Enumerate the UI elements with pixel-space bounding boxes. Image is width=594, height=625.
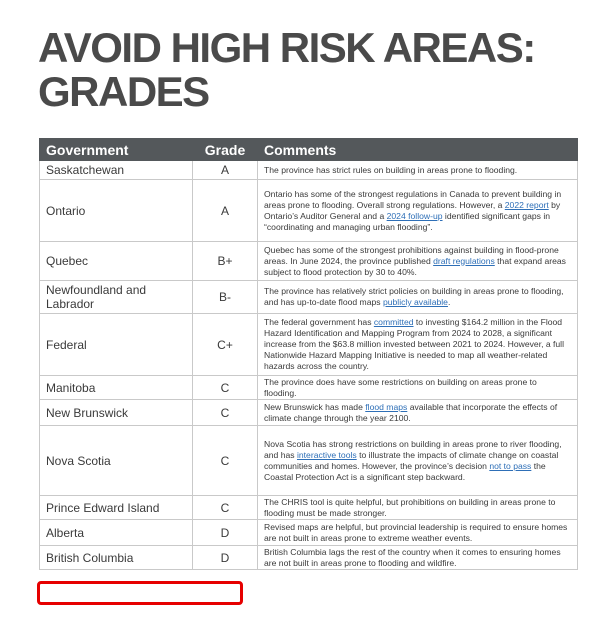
grade-cell: A	[193, 161, 258, 180]
comment-text: Revised maps are helpful, but provincial leadership is required to ensure homes are not built in areas prone to extreme weather events.	[264, 521, 568, 543]
page-title-line-1: AVOID HIGH RISK AREAS:	[38, 24, 535, 71]
government-cell: Ontario	[40, 180, 193, 242]
comment-link[interactable]: 2024 follow-up	[386, 210, 443, 221]
comment-link[interactable]: flood maps	[365, 401, 408, 412]
government-cell: British Columbia	[40, 546, 193, 570]
table-row	[40, 281, 578, 314]
comment-text: to investing $164.2 million in the Flood Hazard Identification and Mapping Program from 2024 to 2028, a significant increase from the $63.8 million invested between 2021 to 2024. However, a full Nationwide Hazard Mapping Initiative is needed to map all weather-related hazards across the country.	[264, 317, 565, 371]
comment-link[interactable]: publicly available	[382, 297, 448, 307]
comment-text: New Brunswick has made	[264, 401, 366, 412]
grades-table	[39, 138, 578, 570]
government-cell: New Brunswick	[40, 400, 193, 426]
government-cell: Quebec	[40, 242, 193, 281]
comment-cell	[258, 281, 578, 314]
comment-text: The federal government has	[264, 317, 374, 327]
comment-cell	[258, 400, 578, 426]
table-row	[40, 426, 578, 496]
comment-link[interactable]: not to pass	[489, 460, 532, 471]
comment-text: The CHRIS tool is quite helpful, but prohibitions on building in areas prone to flooding must be made stronger.	[264, 496, 556, 518]
highlight-box	[37, 581, 243, 605]
comment-cell	[258, 426, 578, 496]
comment-text: Quebec has some of the strongest prohibitions against building in flood-prone areas. In June 2024, the province published	[264, 244, 559, 266]
government-cell: Newfoundland and Labrador	[40, 281, 193, 314]
grade-cell: D	[193, 520, 258, 546]
comment-link[interactable]: 2022 report	[504, 199, 549, 210]
comment-text: The province does have some restrictions on building on areas prone to flooding.	[264, 376, 537, 398]
table-body	[40, 161, 578, 570]
comment-cell	[258, 546, 578, 570]
grade-cell: B-	[193, 281, 258, 314]
page-title-line-2: GRADES	[38, 68, 209, 115]
table-header-row	[40, 139, 578, 161]
government-cell: Saskatchewan	[40, 161, 193, 180]
comment-text: British Columbia lags the rest of the country when it comes to ensuring homes are not built in areas prone to flooding and wildfire.	[264, 546, 561, 568]
grade-cell: C	[193, 496, 258, 520]
comment-text: The province has strict rules on building in areas prone to flooding.	[264, 164, 518, 175]
comment-text: .	[447, 297, 451, 307]
grade-cell: C	[193, 400, 258, 426]
comment-link[interactable]: committed	[373, 317, 414, 327]
comment-text: The province has relatively strict policies on building in areas prone to flooding, and has up-to-date flood maps	[264, 286, 564, 307]
comment-cell	[258, 242, 578, 281]
comment-text: available that incorporate the effects of climate change through the year 2100.	[264, 401, 558, 423]
grade-cell: C+	[193, 314, 258, 376]
grade-cell: A	[193, 180, 258, 242]
table-row	[40, 180, 578, 242]
header-government: Government	[40, 139, 193, 161]
government-cell: Manitoba	[40, 376, 193, 400]
table-row	[40, 314, 578, 376]
grade-cell: B+	[193, 242, 258, 281]
table-row	[40, 520, 578, 546]
header-grade: Grade	[193, 139, 258, 161]
government-cell: Alberta	[40, 520, 193, 546]
comment-cell	[258, 496, 578, 520]
government-cell: Nova Scotia	[40, 426, 193, 496]
table-row	[40, 496, 578, 520]
comment-text: that expand areas subject to flood protection by 30 to 40%.	[264, 255, 566, 277]
comment-text: Ontario has some of the strongest regulations in Canada to prevent building in areas prone to flooding. Overall strong regulations. However, a	[264, 188, 562, 210]
comment-link[interactable]: interactive tools	[296, 449, 357, 460]
comment-text: Nova Scotia has strong restrictions on building in areas prone to river flooding, and has	[264, 438, 562, 460]
comment-link[interactable]: draft regulations	[433, 255, 495, 266]
comment-text: the Coastal Protection Act is a significant step backward.	[264, 460, 546, 482]
grade-cell: C	[193, 426, 258, 496]
comment-text: to illustrate the impacts of climate change on coastal communities and homes. However, the province’s decision	[264, 449, 559, 471]
government-cell: Prince Edward Island	[40, 496, 193, 520]
grade-cell: C	[193, 376, 258, 400]
comment-cell	[258, 180, 578, 242]
table-row	[40, 161, 578, 180]
table-row	[40, 376, 578, 400]
table-row	[40, 242, 578, 281]
table-row	[40, 546, 578, 570]
page-title	[38, 26, 578, 114]
table-row	[40, 400, 578, 426]
comment-cell	[258, 161, 578, 180]
grade-cell: D	[193, 546, 258, 570]
comment-cell	[258, 376, 578, 400]
comment-cell	[258, 314, 578, 376]
comment-text: by Ontario’s Auditor General and a	[264, 199, 561, 221]
header-comments: Comments	[258, 139, 578, 161]
government-cell: Federal	[40, 314, 193, 376]
comment-text: identified significant gaps in “coordinating and managing urban flooding”.	[264, 210, 551, 232]
comment-cell	[258, 520, 578, 546]
